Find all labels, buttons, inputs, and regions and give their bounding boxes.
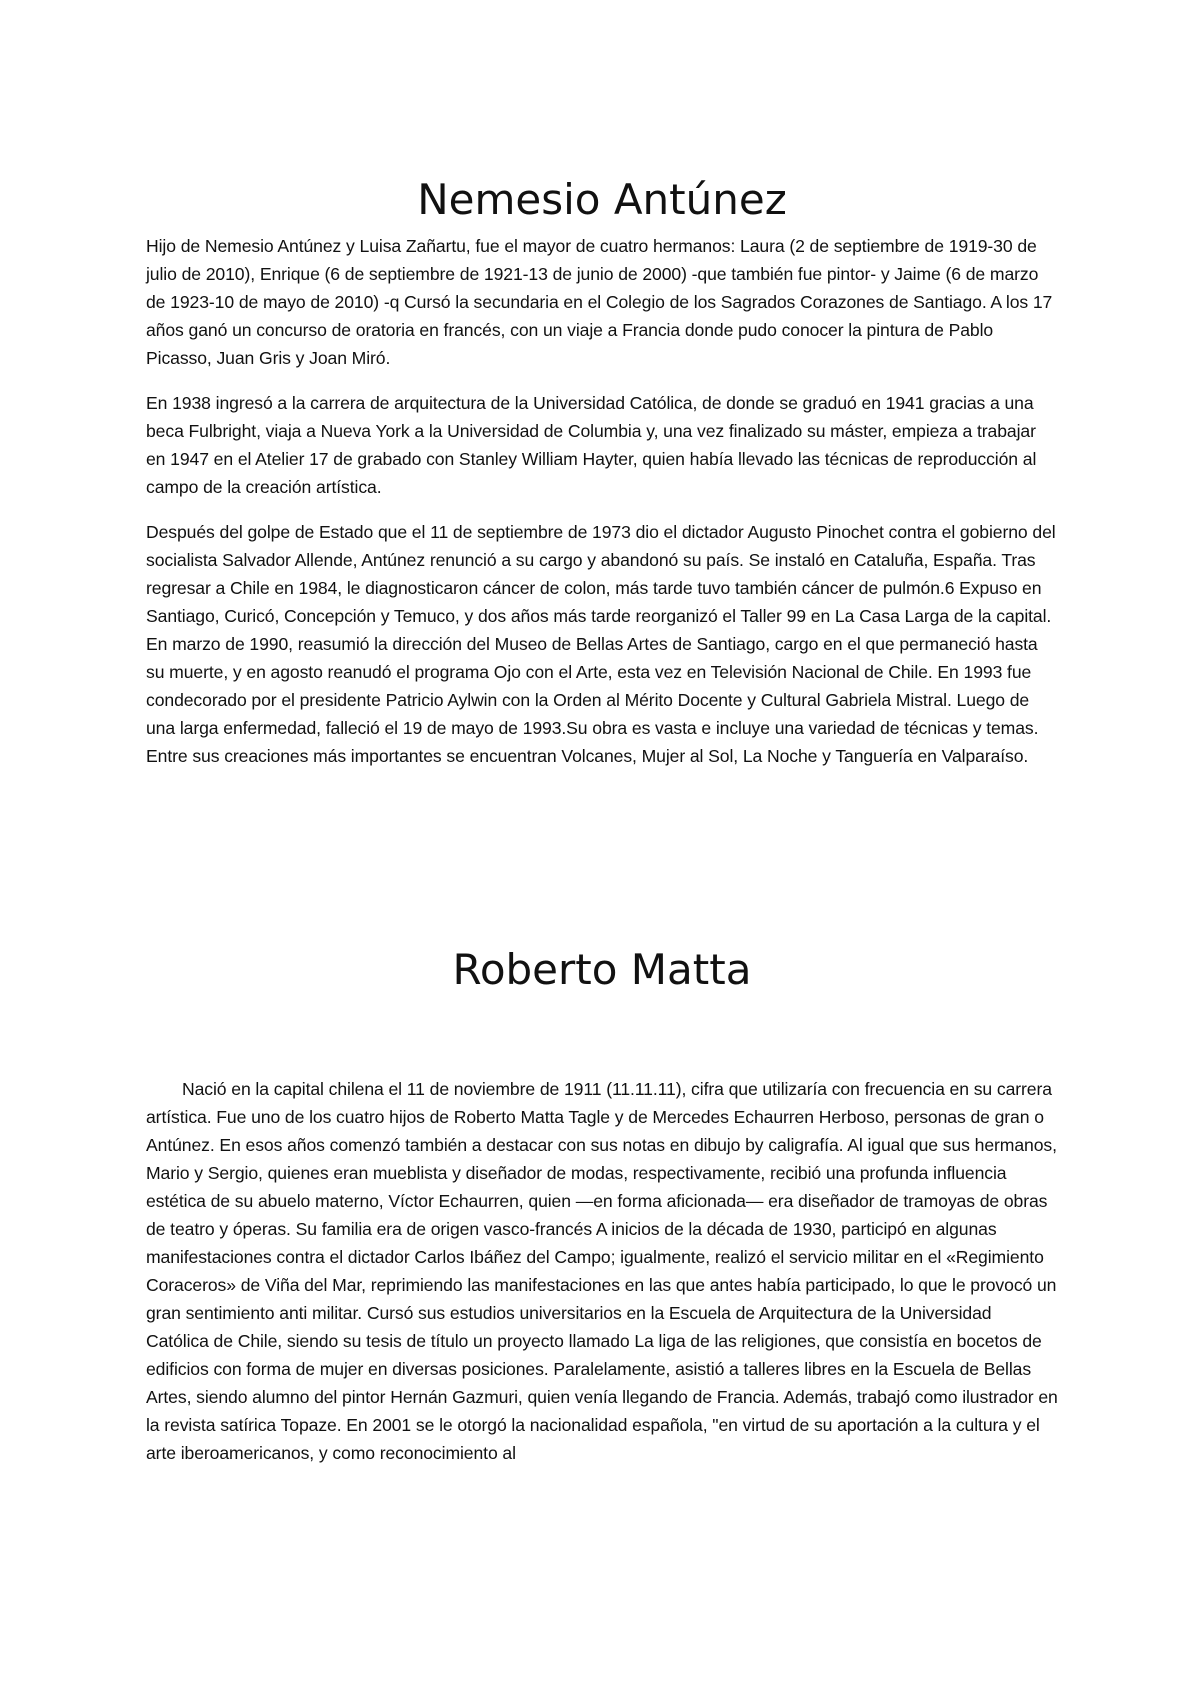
section-roberto-matta: [146, 940, 1058, 1484]
paragraph: Después del golpe de Estado que el 11 de septiembre de 1973 dio el dictador Augusto Pinochet contra el gobierno del socialista Salvador Allende, Antúnez renunció a su cargo y abandonó su país. Se instaló en Cataluña, España. Tras regresar a Chile en 1984, le diagnosticaron cáncer de colon, más tarde tuvo también cáncer de pulmón.6 Expuso en Santiago, Curicó, Concepción y Temuco, y dos años más tarde reorganizó el Taller 99 en La Casa Larga de la capital. En marzo de 1990, reasumió la dirección del Museo de Bellas Artes de Santiago, cargo en el que permaneció hasta su muerte, y en agosto reanudó el programa Ojo con el Arte, esta vez en Televisión Nacional de Chile. En 1993 fue condecorado por el presidente Patricio Aylwin con la Orden al Mérito Docente y Cultural Gabriela Mistral. Luego de una larga enfermedad, falleció el 19 de mayo de 1993.Su obra es vasta e incluye una variedad de técnicas y temas. Entre sus creaciones más importantes se encuentran Volcanes, Mujer al Sol, La Noche y Tanguería en Valparaíso.: [146, 522, 1056, 766]
section-title: Roberto Matta: [452, 945, 752, 994]
paragraph: Nació en la capital chilena el 11 de noviembre de 1911 (11.11.11), cifra que utilizaría con frecuencia en su carrera artística. Fue uno de los cuatro hijos de Roberto Matta Tagle y de Mercedes Echaurren Herboso, personas de gran o Antúnez. En esos años comenzó también a destacar con sus notas en dibujo by caligrafía. Al igual que sus hermanos, Mario y Sergio, quienes eran mueblista y diseñador de modas, respectivamente, recibió una profunda influencia estética de su abuelo materno, Víctor Echaurren, quien —en forma aficionada— era diseñador de tramoyas de obras de teatro y óperas. Su familia era de origen vasco-francés A inicios de la década de 1930, participó en algunas manifestaciones contra el dictador Carlos Ibáñez del Campo; igualmente, realizó el servicio militar en el «Regimiento Coraceros» de Viña del Mar, reprimiendo las manifestaciones en las que antes había participado, lo que le provocó un gran sentimiento anti militar. Cursó sus estudios universitarios en la Escuela de Arquitectura de la Universidad Católica de Chile, siendo su tesis de título un proyecto llamado La liga de las religiones, que consistía en bocetos de edificios con forma de mujer en diversas posiciones. Paralelamente, asistió a talleres libres en la Escuela de Bellas Artes, siendo alumno del pintor Hernán Gazmuri, quien venía llegando de Francia. Además, trabajó como ilustrador en la revista satírica Topaze. En 2001 se le otorgó la nacionalidad española, "en virtud de su aportación a la cultura y el arte iberoamericanos, y como reconocimiento al: [146, 1079, 1058, 1463]
paragraph: En 1938 ingresó a la carrera de arquitectura de la Universidad Católica, de donde se graduó en 1941 gracias a una beca Fulbright, viaja a Nueva York a la Universidad de Columbia y, una vez finalizado su máster, empieza a trabajar en 1947 en el Atelier 17 de grabado con Stanley William Hayter, quien había llevado las técnicas de reproducción al campo de la creación artística.: [146, 393, 1037, 497]
paragraph: Hijo de Nemesio Antúnez y Luisa Zañartu, fue el mayor de cuatro hermanos: Laura (2 de septiembre de 1919-30 de julio de 2010), Enrique (6 de septiembre de 1921-13 de junio de 2000) -que también fue pintor- y Jaime (6 de marzo de 1923-10 de mayo de 2010) -q Cursó la secundaria en el Colegio de los Sagrados Corazones de Santiago. A los 17 años ganó un concurso de oratoria en francés, con un viaje a Francia donde pudo conocer la pintura de Pablo Picasso, Juan Gris y Joan Miró.: [146, 236, 1053, 368]
section-nemesio-antunez: [146, 170, 1058, 787]
section-title: Nemesio Antúnez: [417, 175, 787, 224]
